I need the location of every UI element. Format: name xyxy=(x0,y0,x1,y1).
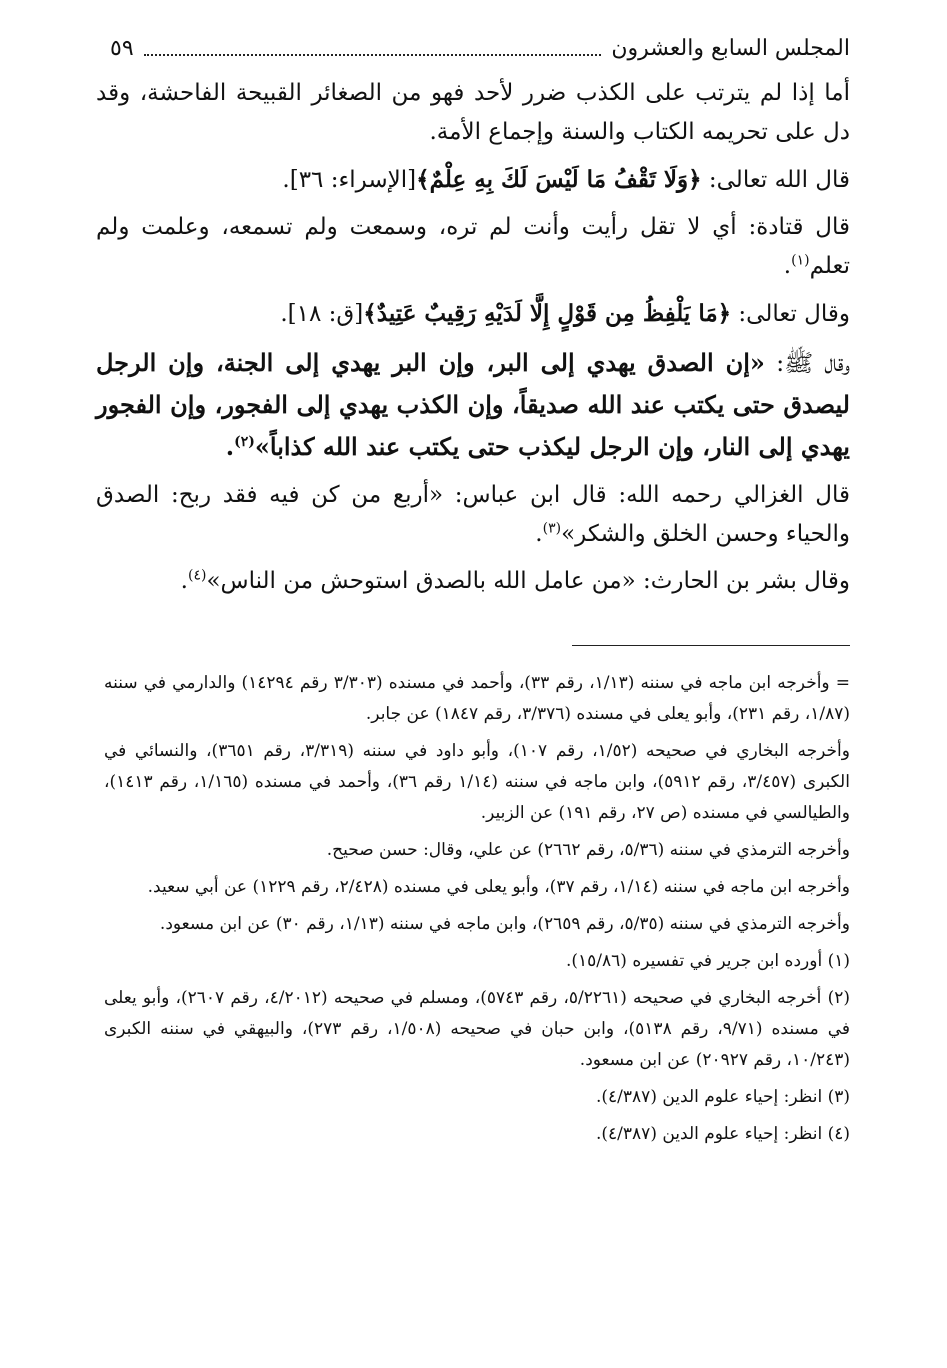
page-number: ٥٩ xyxy=(110,35,134,61)
footnote-3: (٣) انظر: إحياء علوم الدين (٤/٣٨٧). xyxy=(596,1087,850,1107)
footnote-note: وأخرجه البخاري في صحيحه (١/٥٢، رقم ١٠٧)، وأبو داود في سننه (٣/٣١٩، رقم ٣٦٥١)، والنسائي في الكبرى (٣/٤٥٧، رقم ٥٩١٢)، وابن ماجه في سننه (١/١٤ رقم ٣٦)، وأحمد في مسنده (١/١٦٥، رقم ١٤١٣)، والطيالسي في مسنده (ص ٢٧، رقم ١٩١) عن الزبير. xyxy=(104,741,850,823)
footnote-note: وأخرجه ابن ماجه في سننه (١/١٤، رقم ٣٧)، وأبو يعلى في مسنده (٢/٤٢٨، رقم ١٢٢٩) عن أبي سعيد. xyxy=(147,877,850,897)
running-header xyxy=(110,30,850,66)
footnote-marker: (١) xyxy=(791,252,810,269)
paragraph-hadith xyxy=(96,342,850,468)
paragraph-bishr xyxy=(96,562,850,601)
verse-reference: [ق: ١٨]. xyxy=(280,301,364,327)
sentence-end: . xyxy=(180,568,188,594)
main-text xyxy=(96,74,850,609)
ghazali-text: قال الغزالي رحمه الله: قال ابن عباس: «أربع من كن فيه فقد ربح: الصدق والحياء وحسن الخلق والشكر» xyxy=(96,482,850,547)
paragraph-ghazali xyxy=(96,476,850,554)
quote-intro: وقال تعالى: xyxy=(731,301,850,327)
verse-reference: [الإسراء: ٣٦]. xyxy=(282,167,417,193)
sentence-end: . xyxy=(535,521,543,547)
footnote-note: وأخرجه الترمذي في سننه (٥/٣٦، رقم ٢٦٦٢) عن علي، وقال: حسن صحيح. xyxy=(326,840,850,860)
paragraph-lying-harm: أما إذا لم يترتب على الكذب ضرر لأحد فهو من الصغائر القبيحة الفاحشة، وقد دل على تحريمه الكتاب والسنة وإجماع الأمة. xyxy=(96,80,850,145)
quran-verse: ﴿وَلَا تَقْفُ مَا لَيْسَ لَكَ بِهِ عِلْمٌ﴾ xyxy=(416,166,702,193)
quote-intro: قال الله تعالى: xyxy=(701,167,850,193)
chapter-title: المجلس السابع والعشرون xyxy=(611,35,850,61)
sentence-end: . xyxy=(783,253,792,279)
footnote-marker: (٤) xyxy=(187,567,207,584)
footnotes xyxy=(104,668,850,1156)
footnote-marker: (٢) xyxy=(234,434,255,450)
paragraph-quran-isra xyxy=(96,160,850,200)
sentence-end: . xyxy=(225,432,235,461)
bishr-text: وقال بشر بن الحارث: «من عامل الله بالصدق استوحش من الناس» xyxy=(206,568,850,594)
footnote-note: وأخرجه الترمذي في سننه (٥/٣٥، رقم ٢٦٥٩)، وابن ماجه في سننه (١/١٣، رقم ٣٠) عن ابن مسعود. xyxy=(159,914,850,934)
hadith-text: «إن الصدق يهدي إلى البر، وإن البر يهدي إلى الجنة، وإن الرجل ليصدق حتى يكتب عند الله صديقاً، وإن الكذب يهدي إلى الفجور، وإن الفجور يهدي إلى النار، وإن الرجل ليكذب حتى يكتب عند الله كذاباً» xyxy=(96,348,850,461)
quran-verse: ﴿مَا يَلْفِظُ مِن قَوْلٍ إِلَّا لَدَيْهِ رَقِيبٌ عَتِيدٌ﴾ xyxy=(363,300,732,327)
quote-intro: وقال ﷺ: xyxy=(764,349,851,377)
footnote-continued: = وأخرجه ابن ماجه في سننه (١/١٣، رقم ٣٣)، وأحمد في مسنده (٣/٣٠٣ رقم ١٤٢٩٤) والدارمي في سننه (١/٨٧، رقم ٢٣١)، وأبو يعلى في مسنده (٣/٣٧٦، رقم ١٨٤٧) عن جابر. xyxy=(104,673,850,724)
footnote-2: (٢) أخرجه البخاري في صحيحه (٥/٢٢٦١، رقم ٥٧٤٣)، ومسلم في صحيحه (٤/٢٠١٢، رقم ٢٦٠٧)، وأبو يعلى في مسنده (٩/٧١، رقم ٥١٣٨)، وابن حبان في صحيحه (١/٥٠٨، رقم ٢٧٣)، والبيهقي في سننه الكبرى (١٠/٢٤٣، رقم ٢٠٩٢٧) عن ابن مسعود. xyxy=(104,988,851,1070)
paragraph-quran-qaf xyxy=(96,294,850,334)
footnote-marker: (٣) xyxy=(542,520,562,537)
footnote-4: (٤) انظر: إحياء علوم الدين (٤/٣٨٧). xyxy=(596,1124,850,1144)
header-leader-dots xyxy=(144,40,602,56)
paragraph-qatada xyxy=(96,208,850,286)
qatada-text: قال قتادة: أي لا تقل رأيت وأنت لم تره، وسمعت ولم تسمعه، وعلمت ولم تعلم xyxy=(96,214,850,279)
footnote-1: (١) أورده ابن جرير في تفسيره (١٥/٨٦). xyxy=(565,951,850,971)
footnote-separator xyxy=(572,645,850,646)
